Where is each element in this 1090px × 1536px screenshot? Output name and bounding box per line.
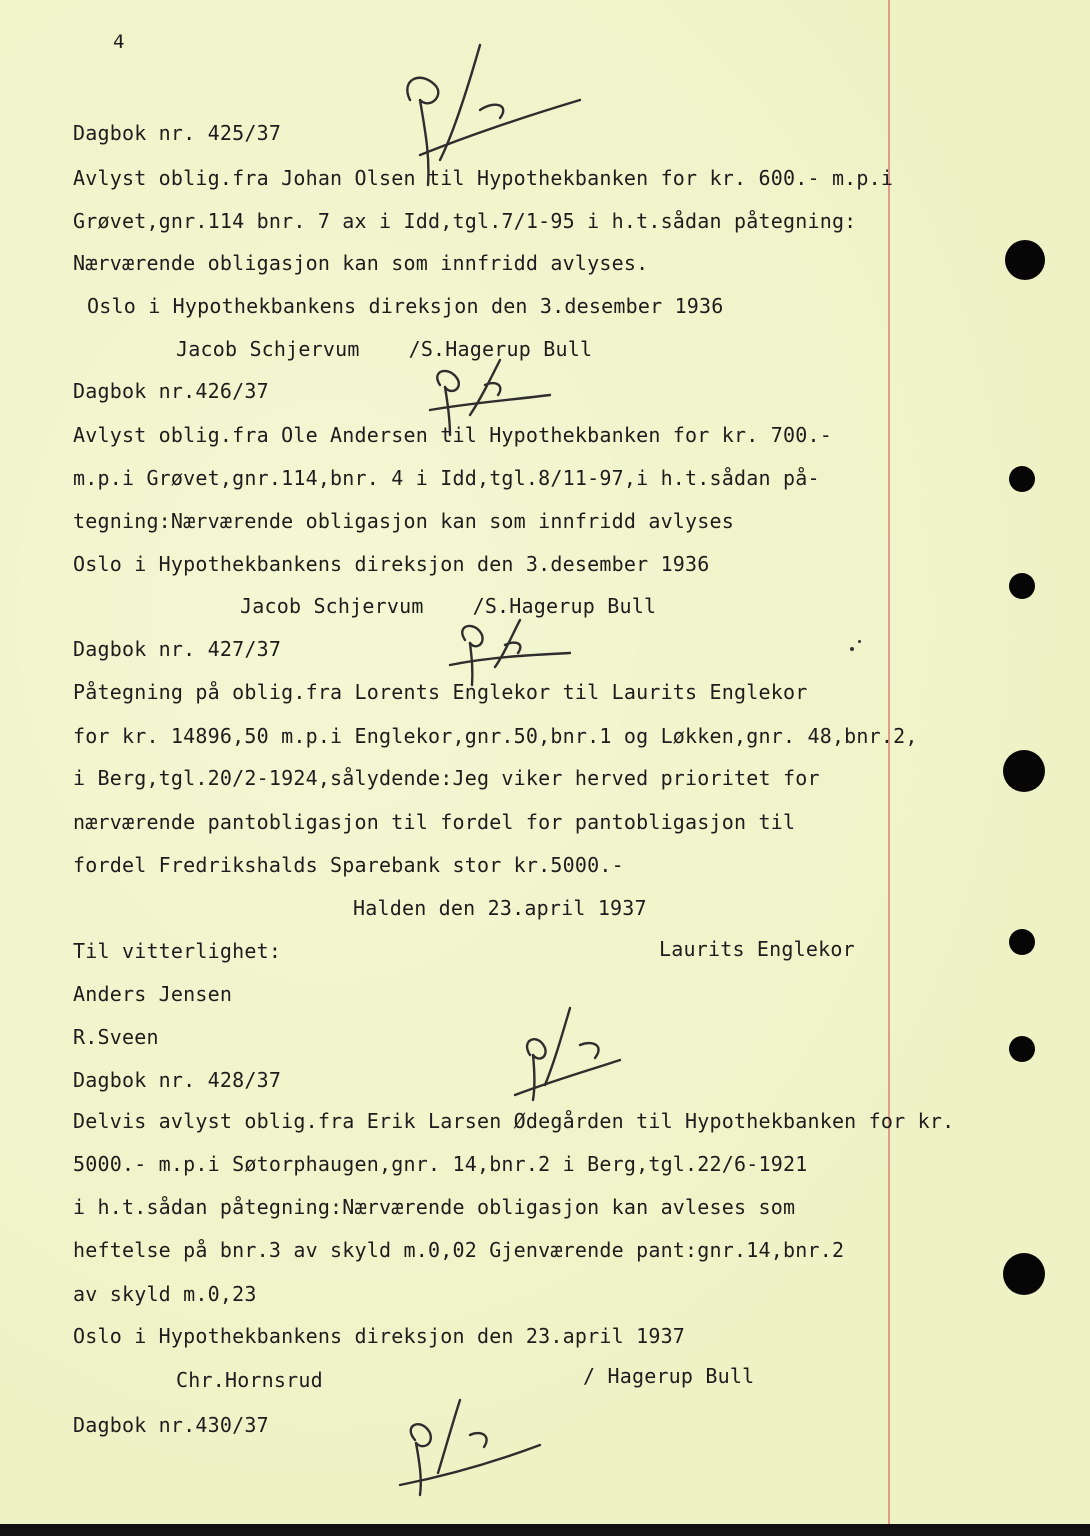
- entry-text: Grøvet,gnr.114 bnr. 7 ax i Idd,tgl.7/1-95 i h.t.sådan påtegning:: [73, 209, 857, 233]
- entry-text: for kr. 14896,50 m.p.i Englekor,gnr.50,bnr.1 og Løkken,gnr. 48,bnr.2,: [73, 724, 918, 748]
- entry-place-date: Oslo i Hypothekbankens direksjon den 3.desember 1936: [73, 552, 710, 576]
- entry-signature: / Hagerup Bull: [583, 1364, 755, 1388]
- ink-speck: [850, 647, 854, 651]
- entry-text: Avlyst oblig.fra Ole Andersen til Hypothekbanken for kr. 700.-: [73, 423, 832, 447]
- entry-place-date: Oslo i Hypothekbankens direksjon den 23.april 1937: [73, 1324, 686, 1348]
- entry-text: heftelse på bnr.3 av skyld m.0,02 Gjenværende pant:gnr.14,bnr.2: [73, 1238, 845, 1262]
- entry-text: m.p.i Grøvet,gnr.114,bnr. 4 i Idd,tgl.8/11-97,i h.t.sådan på-: [73, 466, 820, 490]
- entry-text: tegning:Nærværende obligasjon kan som innfridd avlyses: [73, 509, 735, 533]
- entry-text: av skyld m.0,23: [73, 1282, 257, 1306]
- binding-hole: [1003, 750, 1045, 792]
- entry-place-date: Oslo i Hypothekbankens direksjon den 3.desember 1936: [87, 294, 724, 318]
- binding-hole: [1009, 1036, 1035, 1062]
- witness-name: R.Sveen: [73, 1025, 159, 1049]
- ink-speck: [858, 640, 861, 643]
- margin-rule: [888, 0, 890, 1524]
- entry-text: i h.t.sådan påtegning:Nærværende obligasjon kan avleses som: [73, 1195, 796, 1219]
- scan-edge: [0, 1524, 1090, 1536]
- binding-hole: [1005, 240, 1045, 280]
- entry-text: nærværende pantobligasjon til fordel for pantobligasjon til: [73, 810, 796, 834]
- witness-name: Anders Jensen: [73, 982, 233, 1006]
- entry-signatures: Jacob Schjervum /S.Hagerup Bull: [176, 337, 593, 361]
- handwritten-initials-mark: [440, 615, 580, 695]
- entry-text: 5000.- m.p.i Søtorphaugen,gnr. 14,bnr.2 i Berg,tgl.22/6-1921: [73, 1152, 808, 1176]
- binding-hole: [1009, 929, 1035, 955]
- entry-text: fordel Fredrikshalds Sparebank stor kr.5000.-: [73, 853, 624, 877]
- entry-header: Dagbok nr.430/37: [73, 1413, 269, 1437]
- handwritten-initials-mark: [380, 1395, 550, 1505]
- entry-header: Dagbok nr.426/37: [73, 379, 269, 403]
- entry-header: Dagbok nr. 427/37: [73, 637, 282, 661]
- entry-text: Delvis avlyst oblig.fra Erik Larsen Ødegården til Hypothekbanken for kr.: [73, 1109, 955, 1133]
- entry-signature: Chr.Hornsrud: [176, 1368, 323, 1392]
- binding-hole: [1009, 466, 1035, 492]
- entry-header: Dagbok nr. 425/37: [73, 121, 282, 145]
- handwritten-initials-mark: [380, 40, 600, 200]
- entry-text: Nærværende obligasjon kan som innfridd avlyses.: [73, 251, 649, 275]
- handwritten-initials-mark: [500, 1000, 630, 1110]
- page-number: 4: [113, 31, 125, 53]
- binding-hole: [1009, 573, 1035, 599]
- entry-text: Påtegning på oblig.fra Lorents Englekor til Laurits Englekor: [73, 680, 808, 704]
- entry-signatures: Jacob Schjervum /S.Hagerup Bull: [240, 594, 657, 618]
- entry-header: Dagbok nr. 428/37: [73, 1068, 282, 1092]
- witness-heading: Til vitterlighet:: [73, 939, 282, 963]
- entry-signature: Laurits Englekor: [659, 937, 855, 961]
- handwritten-initials-mark: [410, 355, 560, 445]
- binding-hole: [1003, 1253, 1045, 1295]
- entry-place-date: Halden den 23.april 1937: [353, 896, 647, 920]
- entry-text: i Berg,tgl.20/2-1924,sålydende:Jeg viker herved prioritet for: [73, 766, 820, 790]
- entry-text: Avlyst oblig.fra Johan Olsen til Hypothekbanken for kr. 600.- m.p.i: [73, 166, 894, 190]
